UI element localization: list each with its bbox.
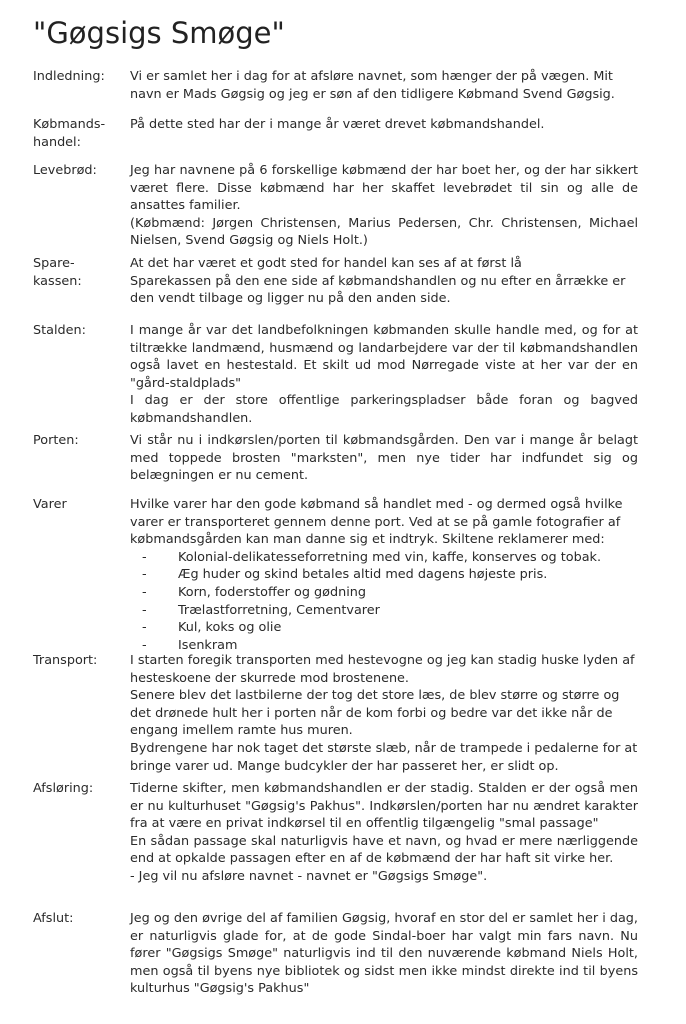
section-body [130,432,638,485]
dash-bullet-icon: - [142,549,147,565]
list-item: - Æg huder og skind betales altid med dagens højeste pris. [142,567,548,583]
dash-bullet-icon: - [142,637,147,653]
list-item: - Kul, koks og olie [142,620,282,636]
paragraph: Jeg og den øvrige del af familien Gøgsig, hvoraf en stor del er samlet her i dag, er naturligvis glade for, at de gode Sindal-boer har valgt min fars navn. Nu fører "Gøgsigs Smøge" naturligvis ind til den nuværende købmand Niels Holt, men også til byens nye bibliotek og sidst men ikke mindst direkte ind til byens kulturhus "Gøgsig's Pakhus" [130,911,638,997]
paragraph: (Købmænd: Jørgen Christensen, Marius Pedersen, Chr. Christensen, Michael Nielsen, Svend Gøgsig og Niels Holt.) [130,215,638,249]
paragraph: Jeg har navnene på 6 forskellige købmænd der har boet her, og der har sikkert været flere. Disse købmænd har her skaffet levebrødet til sin og alle de ansattes familier. [130,163,638,214]
section-label: Købmands- handel: [33,117,106,150]
list-item: - Kolonial-delikatesseforretning med vin, kaffe, konserves og tobak. [142,549,602,565]
paragraph: Vi er samlet her i dag for at afsløre navnet, som hænger der på vægen. Mit navn er Mads Gøgsig og jeg er søn af den tidligere Købmand Svend Gøgsig. [130,69,615,102]
goods-list [130,549,638,655]
paragraph: Sparekassen på den ene side af købmandshandlen og nu efter en årrække er den vendt tilbage og ligger nu på den anden side. [130,273,626,307]
paragraph: I dag er der store offentlige parkeringspladser både foran og bagved købmandshandlen. [130,393,638,426]
section-body [130,496,638,654]
dash-bullet-icon: - [142,620,147,636]
section-body [130,322,638,428]
section-body [130,652,638,775]
paragraph: Vi står nu i indkørslen/porten til købmandsgården. Den var i mange år belagt med toppede brosten "marksten", men nye tider har indfundet sig og belægningen er nu cement. [130,433,638,484]
dash-bullet-icon: - [142,567,147,583]
section-label: Transport: [33,653,98,668]
section-label: Varer [33,497,67,512]
section-body [130,910,638,998]
document-title: "Gøgsigs Smøge" [33,16,285,50]
section-body [130,255,638,308]
paragraph: I mange år var det landbefolkningen købmanden skulle handle med, og for at tiltrække landmænd, husmænd og landarbejdere var der til købmandshandlen også lavet en hestestald. Et skilt ud mod Nørregade viste at her var der en "gård-staldplads" [130,323,638,391]
paragraph: Bydrengene har nok taget det største slæb, når de trampede i pedalerne for at bringe varer ud. Mange budcykler der har passeret her, er slidt op. [130,740,638,774]
section-label: Spare- kassen: [33,256,82,289]
list-item: - Isenkram [142,637,238,653]
dash-bullet-icon: - [142,602,147,618]
paragraph: På dette sted har der i mange år været drevet købmandshandel. [130,117,545,132]
paragraph: Senere blev det lastbilerne der tog det store læs, de blev større og større og det drønede hult her i porten når de kom forbi og bedre var det ikke når de engang imellem ramte hus muren. [130,688,620,739]
paragraph: At det har været et godt sted for handel kan ses af at først lå [130,256,522,271]
paragraph: Hvilke varer har den gode købmand så handlet med - og dermed også hvilke varer er transporteret gennem denne port. Ved at se på gamle fotografier af købmandsgården kan man danne sig et indtryk. Skiltene reklamerer med: [130,497,623,548]
paragraph: - Jeg vil nu afsløre navnet - navnet er "Gøgsigs Smøge". [130,868,488,884]
list-item: - Trælastforretning, Cementvarer [142,602,380,618]
section-label: Indledning: [33,69,105,84]
section-body [130,780,638,886]
dash-bullet-icon: - [142,584,147,600]
section-label: Afslut: [33,911,74,926]
paragraph: En sådan passage skal naturligvis have et navn, og hvad er mere nærliggende end at opkalde passagen efter en af de købmænd der har haft sit virke her. [130,833,638,867]
section-label: Stalden: [33,323,86,338]
section-label: Afsløring: [33,781,94,796]
section-body [130,162,638,250]
section-label: Levebrød: [33,163,97,178]
paragraph: I starten foregik transporten med hestevogne og jeg kan stadig huske lyden af hesteskoene der skurrede mod brostenene. [130,653,635,686]
paragraph: Tiderne skifter, men købmandshandlen er der stadig. Stalden er der også men er nu kulturhuset "Gøgsig's Pakhus". Indkørslen/porten har nu ændret karakter fra at være en privat indkørsel til en offentlig tilgængelig "smal passage" [130,781,638,832]
list-item: - Korn, foderstoffer og gødning [142,584,366,600]
section-label: Porten: [33,433,79,448]
section-body [130,68,638,103]
section-body [130,116,638,134]
